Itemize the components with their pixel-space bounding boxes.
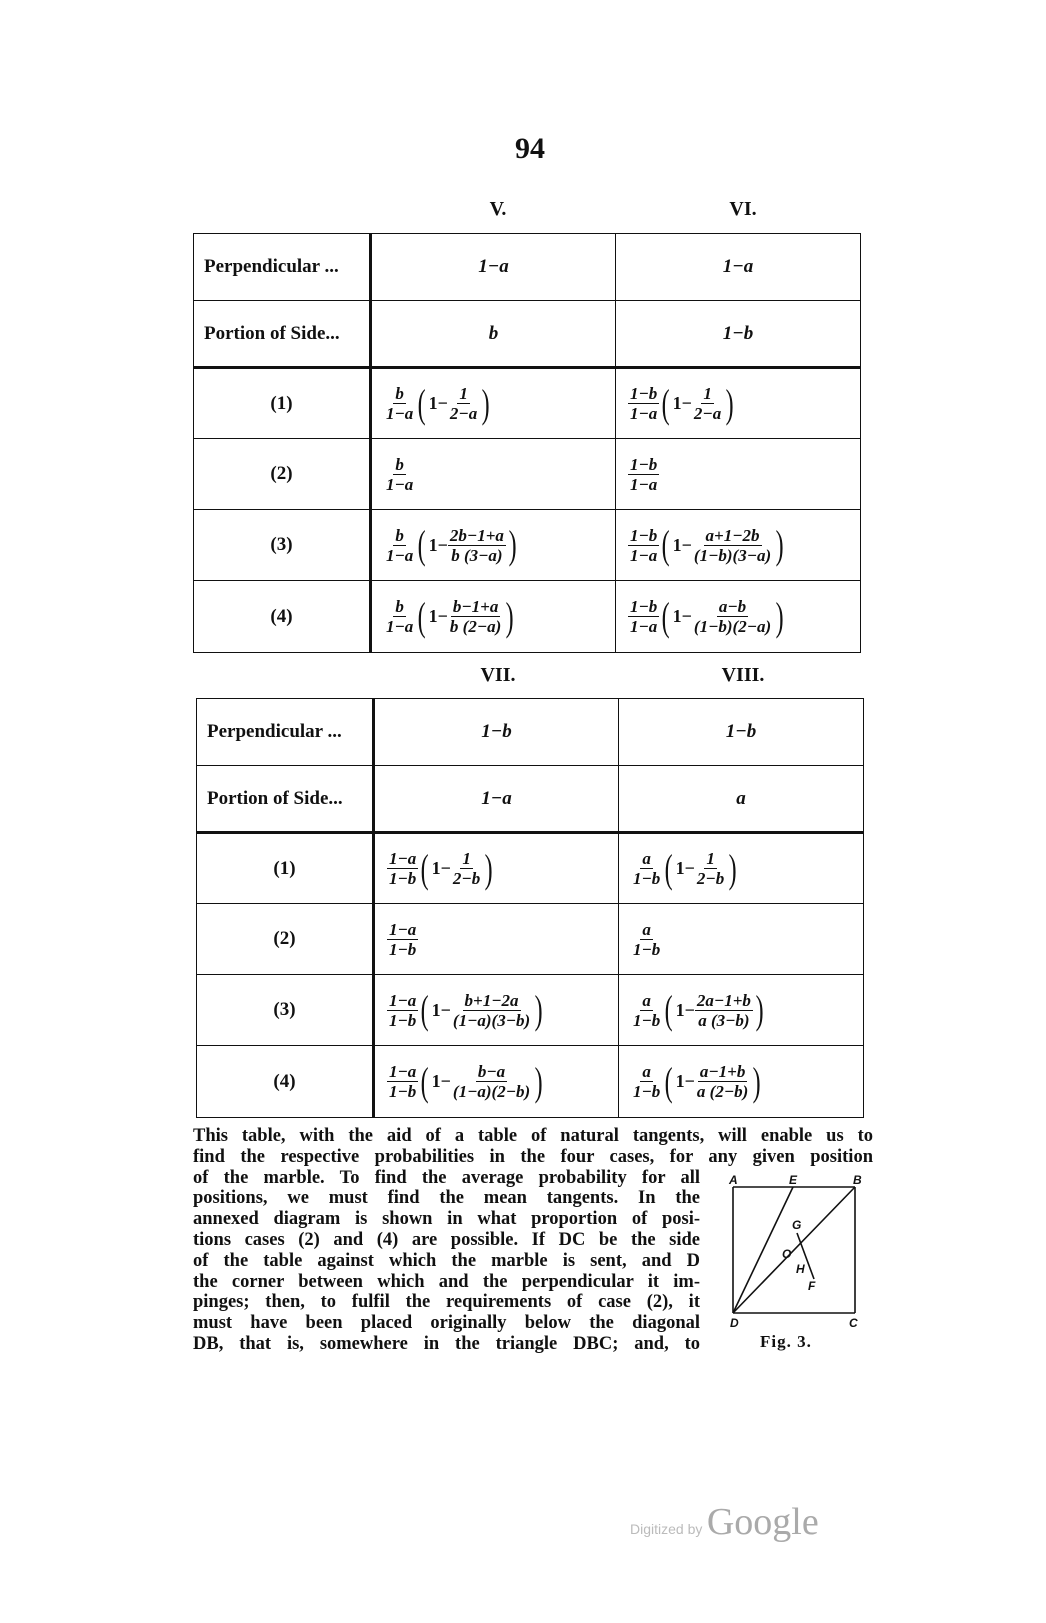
denominator: 1−a bbox=[630, 617, 658, 636]
label-b: B bbox=[853, 1175, 862, 1187]
numerator: a+1−2b bbox=[705, 525, 760, 545]
denominator: 1−b bbox=[389, 1082, 417, 1101]
denominator: 1−a bbox=[630, 474, 658, 494]
row-label: Portion of Side... bbox=[194, 301, 371, 368]
left-paren: ( bbox=[417, 380, 426, 426]
table-row bbox=[197, 699, 864, 766]
cell-value: 1−b bbox=[722, 322, 754, 344]
formula-cell bbox=[371, 581, 616, 653]
right-paren: ) bbox=[508, 522, 517, 567]
numerator: a−b bbox=[718, 597, 747, 616]
numerator: 1 bbox=[703, 384, 712, 403]
row-label: Perpendicular ... bbox=[194, 234, 371, 301]
denominator: a (3−b) bbox=[698, 1010, 750, 1030]
coefficient-fraction bbox=[631, 849, 662, 888]
numerator: a−1+b bbox=[699, 1062, 746, 1081]
table-row bbox=[197, 766, 864, 833]
denominator: 1−b bbox=[633, 939, 661, 959]
coefficient-fraction bbox=[628, 597, 659, 636]
coefficient-fraction bbox=[387, 849, 418, 888]
formula-cell bbox=[371, 368, 616, 439]
inner-fraction bbox=[695, 991, 753, 1030]
probability-table-v-vi bbox=[193, 233, 861, 653]
inner-fraction bbox=[448, 597, 503, 636]
one-minus: 1− bbox=[431, 1071, 451, 1091]
numerator: 1−a bbox=[389, 1062, 417, 1081]
formula-cell bbox=[616, 368, 861, 439]
cell-value: 1−b bbox=[725, 721, 757, 742]
inner-fraction bbox=[692, 597, 773, 636]
paragraph-line: of the marble. To find the average probability for all bbox=[193, 1167, 700, 1188]
one-minus: 1− bbox=[428, 606, 448, 626]
cell-value: 1−a bbox=[478, 256, 509, 277]
watermark-prefix: Digitized by bbox=[630, 1521, 703, 1537]
table-row bbox=[197, 833, 864, 904]
inner-fraction bbox=[451, 849, 482, 888]
numerator: 1 bbox=[459, 384, 468, 403]
left-paren: ( bbox=[417, 593, 426, 639]
label-g: G bbox=[792, 1218, 802, 1232]
left-paren: ( bbox=[661, 593, 670, 639]
inner-fraction bbox=[451, 991, 532, 1030]
coefficient-fraction bbox=[628, 384, 659, 423]
table-cell bbox=[371, 234, 616, 301]
left-paren: ( bbox=[664, 987, 673, 1032]
numerator: 1−a bbox=[389, 919, 417, 939]
numerator: 1−a bbox=[389, 990, 417, 1010]
label-c: C bbox=[849, 1316, 858, 1330]
cell-value: 1−a bbox=[722, 256, 754, 277]
figure-caption: Fig. 3. bbox=[760, 1332, 812, 1351]
paragraph-line: DB, that is, somewhere in the triangle DBC; and, to bbox=[193, 1333, 700, 1354]
numerator: 1−b bbox=[630, 454, 658, 474]
denominator: 1−a bbox=[386, 617, 414, 636]
paragraph-line: positions, we must find the mean tangents. In the bbox=[193, 1188, 700, 1209]
denominator: a (2−b) bbox=[696, 1082, 749, 1101]
inner-fraction bbox=[695, 1062, 750, 1101]
label-a: A bbox=[729, 1175, 738, 1187]
right-paren: ) bbox=[775, 522, 784, 567]
paragraph-line: of the table against which the marble is sent, and D bbox=[193, 1250, 700, 1271]
numerator: b+1−2a bbox=[464, 990, 519, 1010]
figure-3-diagram bbox=[722, 1175, 882, 1335]
paragraph-line: find the respective probabilities in the four cases, for any given position bbox=[193, 1146, 873, 1167]
row-label: (1) bbox=[194, 368, 371, 439]
inner-fraction bbox=[448, 526, 506, 565]
formula-cell bbox=[619, 1046, 864, 1118]
left-paren: ( bbox=[664, 845, 673, 891]
left-paren: ( bbox=[420, 987, 429, 1032]
numerator: a bbox=[642, 849, 651, 868]
one-minus: 1− bbox=[431, 858, 451, 878]
coefficient-fraction bbox=[384, 384, 415, 423]
denominator: 1−b bbox=[389, 1010, 417, 1030]
cell-value: 1−a bbox=[481, 787, 512, 809]
formula-cell bbox=[619, 904, 864, 975]
numerator: b−1+a bbox=[452, 597, 499, 616]
right-paren: ) bbox=[755, 987, 764, 1032]
denominator: 1−b bbox=[389, 869, 417, 888]
coefficient-fraction bbox=[628, 526, 659, 565]
one-minus: 1− bbox=[428, 393, 448, 413]
one-minus: 1− bbox=[672, 606, 692, 626]
formula-cell bbox=[619, 833, 864, 904]
numerator: 1−b bbox=[630, 597, 658, 616]
denominator: 1−a bbox=[630, 404, 658, 423]
table-cell bbox=[619, 699, 864, 766]
page-number: 94 bbox=[515, 132, 545, 165]
google-logo: Google bbox=[706, 1501, 819, 1543]
coefficient-fraction bbox=[384, 455, 415, 494]
paragraph-line: pinges; then, to fulfil the requirements of case (2), it bbox=[193, 1292, 700, 1313]
numerator: b−a bbox=[477, 1062, 506, 1081]
inner-fraction bbox=[695, 849, 726, 888]
label-e: E bbox=[789, 1175, 798, 1187]
coefficient-fraction bbox=[631, 1062, 662, 1101]
coefficient-fraction bbox=[384, 597, 415, 636]
formula-cell bbox=[619, 975, 864, 1046]
denominator: (1−a)(2−b) bbox=[452, 1082, 531, 1101]
diagonal-db bbox=[733, 1187, 855, 1313]
row-label: (4) bbox=[194, 581, 371, 653]
table-cell bbox=[616, 301, 861, 368]
row-label: Portion of Side... bbox=[197, 766, 374, 833]
one-minus: 1− bbox=[675, 999, 695, 1020]
table-row bbox=[197, 904, 864, 975]
denominator: 1−b bbox=[389, 939, 417, 959]
row-label: Perpendicular ... bbox=[197, 699, 374, 766]
formula-cell bbox=[374, 833, 619, 904]
column-header-vii: VII. bbox=[480, 664, 516, 686]
right-paren: ) bbox=[534, 1058, 543, 1104]
formula-cell bbox=[374, 1046, 619, 1118]
formula-cell bbox=[374, 975, 619, 1046]
denominator: 1−a bbox=[386, 404, 414, 423]
one-minus: 1− bbox=[431, 999, 451, 1020]
coefficient-fraction bbox=[387, 1062, 418, 1101]
one-minus: 1− bbox=[672, 534, 692, 555]
label-f: F bbox=[808, 1279, 816, 1293]
formula-cell bbox=[371, 510, 616, 581]
cell-value: 1−b bbox=[481, 721, 512, 742]
table-row bbox=[197, 1046, 864, 1118]
numerator: b bbox=[395, 525, 404, 545]
right-paren: ) bbox=[484, 845, 493, 891]
right-paren: ) bbox=[534, 987, 543, 1032]
table-cell bbox=[374, 766, 619, 833]
paragraph-line: must have been placed originally below the diagonal bbox=[193, 1313, 700, 1334]
cell-value: a bbox=[736, 787, 746, 809]
column-header-v: V. bbox=[489, 198, 507, 220]
numerator: b bbox=[395, 597, 404, 616]
coefficient-fraction bbox=[628, 455, 659, 494]
table-row bbox=[194, 581, 861, 653]
column-header-viii: VIII. bbox=[721, 664, 765, 686]
table-cell bbox=[374, 699, 619, 766]
left-paren: ( bbox=[661, 380, 670, 426]
coefficient-fraction bbox=[631, 991, 662, 1030]
row-label: (4) bbox=[197, 1046, 374, 1118]
probability-table-vii-viii bbox=[196, 698, 864, 1118]
formula-cell bbox=[374, 904, 619, 975]
row-label: (2) bbox=[197, 904, 374, 975]
row-label: (2) bbox=[194, 439, 371, 510]
denominator: 1−a bbox=[630, 545, 658, 565]
row-label: (1) bbox=[197, 833, 374, 904]
table-cell bbox=[371, 301, 616, 368]
one-minus: 1− bbox=[675, 1071, 695, 1091]
denominator: (1−b)(3−a) bbox=[693, 545, 772, 565]
table-row bbox=[194, 439, 861, 510]
numerator: a bbox=[642, 1062, 651, 1081]
numerator: 1−b bbox=[630, 384, 658, 403]
paragraph-line: This table, with the aid of a table of natural tangents, will enable us to bbox=[193, 1126, 873, 1146]
numerator: b bbox=[395, 454, 404, 474]
label-o: O bbox=[782, 1247, 792, 1261]
one-minus: 1− bbox=[672, 393, 692, 413]
numerator: a bbox=[642, 990, 651, 1010]
numerator: a bbox=[642, 919, 651, 939]
numerator: 1 bbox=[706, 849, 715, 868]
table-row bbox=[194, 301, 861, 368]
column-header-vi: VI. bbox=[729, 198, 757, 220]
table-cell bbox=[619, 766, 864, 833]
left-paren: ( bbox=[664, 1058, 673, 1104]
table-row bbox=[194, 510, 861, 581]
denominator: 1−b bbox=[633, 1082, 661, 1101]
formula-cell bbox=[371, 439, 616, 510]
one-minus: 1− bbox=[428, 534, 448, 555]
coefficient-fraction bbox=[631, 920, 662, 959]
table-cell bbox=[616, 234, 861, 301]
denominator: 1−b bbox=[633, 869, 661, 888]
right-paren: ) bbox=[775, 593, 784, 639]
inner-fraction bbox=[692, 526, 773, 565]
denominator: 2−b bbox=[696, 869, 725, 888]
denominator: 2−b bbox=[452, 869, 481, 888]
inner-fraction bbox=[448, 384, 479, 423]
denominator: b (2−a) bbox=[449, 617, 502, 636]
numerator: 1−a bbox=[389, 849, 417, 868]
formula-cell bbox=[616, 581, 861, 653]
inner-fraction bbox=[451, 1062, 532, 1101]
label-d: D bbox=[730, 1316, 739, 1330]
denominator: (1−b)(2−a) bbox=[693, 617, 772, 636]
table-row bbox=[194, 368, 861, 439]
right-paren: ) bbox=[728, 845, 737, 891]
table-row bbox=[197, 975, 864, 1046]
denominator: 2−a bbox=[693, 404, 722, 423]
coefficient-fraction bbox=[387, 991, 418, 1030]
cell-value: b bbox=[488, 322, 499, 344]
left-paren: ( bbox=[417, 522, 426, 567]
inner-fraction bbox=[692, 384, 723, 423]
denominator: 1−b bbox=[633, 1010, 661, 1030]
right-paren: ) bbox=[481, 380, 490, 426]
denominator: 1−a bbox=[386, 545, 414, 565]
denominator: 2−a bbox=[449, 404, 478, 423]
formula-cell bbox=[616, 439, 861, 510]
denominator: (1−a)(3−b) bbox=[452, 1010, 531, 1030]
digitized-watermark bbox=[630, 1500, 819, 1544]
row-label: (3) bbox=[194, 510, 371, 581]
left-paren: ( bbox=[420, 1058, 429, 1104]
numerator: 2a−1+b bbox=[696, 990, 751, 1010]
denominator: b (3−a) bbox=[451, 545, 503, 565]
coefficient-fraction bbox=[387, 920, 418, 959]
coefficient-fraction bbox=[384, 526, 415, 565]
right-paren: ) bbox=[505, 593, 514, 639]
formula-cell bbox=[616, 510, 861, 581]
numerator: 1 bbox=[462, 849, 471, 868]
right-paren: ) bbox=[725, 380, 734, 426]
one-minus: 1− bbox=[675, 858, 695, 878]
left-paren: ( bbox=[661, 522, 670, 567]
paragraph-line: the corner between which and the perpendicular it im- bbox=[193, 1271, 700, 1292]
numerator: b bbox=[395, 384, 404, 403]
paragraph-line: tions cases (2) and (4) are possible. If DC be the side bbox=[193, 1229, 700, 1250]
label-h: H bbox=[796, 1262, 805, 1276]
right-paren: ) bbox=[752, 1058, 761, 1104]
row-label: (3) bbox=[197, 975, 374, 1046]
numerator: 2b−1+a bbox=[449, 525, 504, 545]
paragraph-line: annexed diagram is shown in what proportion of posi- bbox=[193, 1209, 700, 1230]
denominator: 1−a bbox=[386, 474, 414, 494]
numerator: 1−b bbox=[630, 525, 658, 545]
left-paren: ( bbox=[420, 845, 429, 891]
table-row bbox=[194, 234, 861, 301]
